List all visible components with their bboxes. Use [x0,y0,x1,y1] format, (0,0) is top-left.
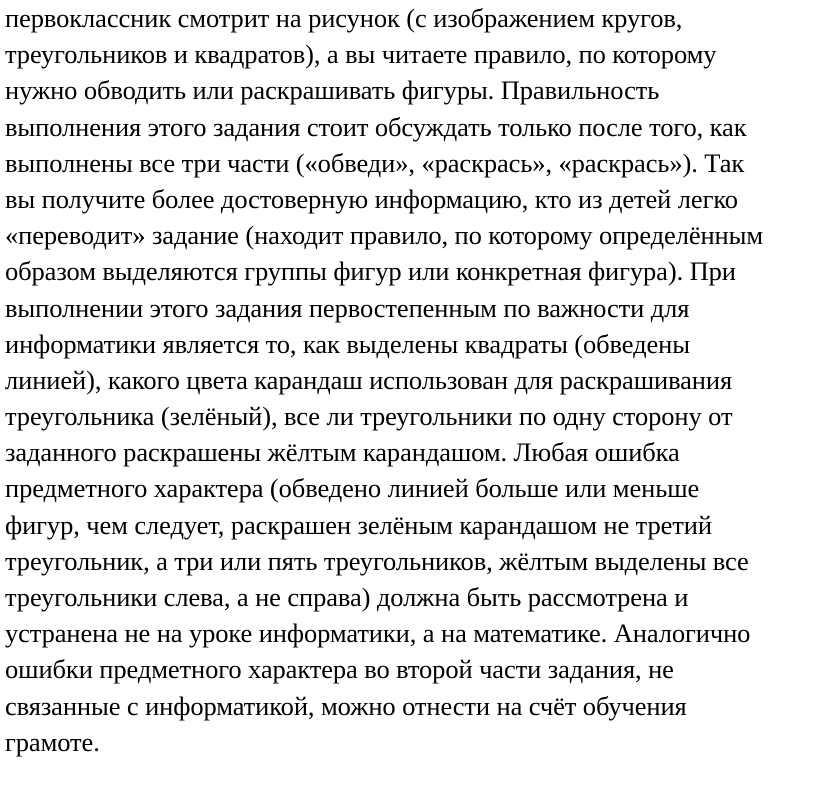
body-paragraph [5,0,816,760]
text-line: треугольника (зелёный), все ли треугольники по одну сторону от [5,401,733,432]
text-line: треугольник, а три или пять треугольников, жёлтым выделены все [5,545,749,576]
text-line: треугольников и квадратов), а вы читаете правило, по которому [5,39,717,70]
text-line: «переводит» задание (находит правило, по которому определённым [5,220,764,251]
text-line: выполнены все три части («обведи», «раскрась», «раскрась»). Так [5,147,745,178]
text-line: выполнения этого задания стоит обсуждать только после того, как [5,111,747,142]
text-line: треугольники слева, а не справа) должна быть рассмотрена и [5,582,689,612]
text-line: заданного раскрашены жёлтым карандашом. Любая ошибка [5,437,680,468]
text-line: предметного характера (обведено линией больше или меньше [5,473,700,504]
text-line: нужно обводить или раскрашивать фигуры. Правильность [5,75,660,106]
text-line: устранена не на уроке информатики, а на математике. Аналогично [5,618,751,649]
text-line: вы получите более достоверную информацию, кто из детей легко [5,183,738,214]
text-line: информатики является то, как выделены квадраты (обведены [5,328,690,359]
text-line: ошибки предметного характера во второй части задания, не [5,654,674,685]
text-line: выполнении этого задания первостепенным по важности для [5,292,690,323]
text-line: фигур, чем следует, раскрашен зелёным карандашом не третий [5,509,712,540]
text-line: образом выделяются группы фигур или конкретная фигура). При [5,256,736,287]
text-line: грамоте. [5,726,100,757]
text-line: связанные с информатикой, можно отнести на счёт обучения [5,690,687,721]
text-line: первоклассник смотрит на рисунок (с изображением кругов, [5,3,683,33]
text-line: линией), какого цвета карандаш использован для раскрашивания [5,364,733,395]
